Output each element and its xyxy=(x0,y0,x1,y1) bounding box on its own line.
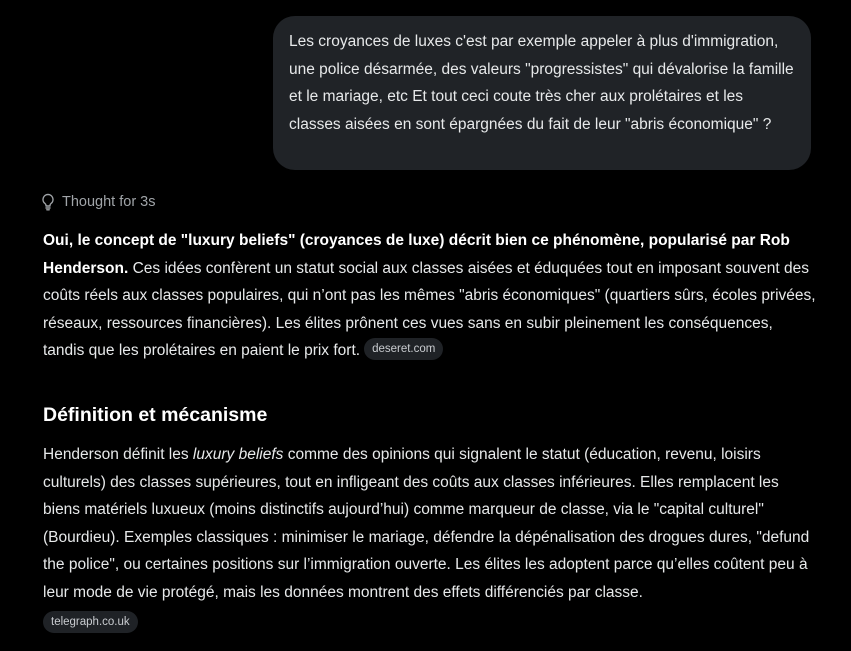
intro-paragraph xyxy=(43,227,818,365)
intro-bold-text: Oui, le concept de "luxury beliefs" (croyances de luxe) décrit bien ce phénomène, popularisé par Rob Henderson. xyxy=(43,232,790,277)
thought-label: Thought for 3s xyxy=(62,194,156,210)
lightbulb-icon xyxy=(40,193,56,211)
source-chip-deseret[interactable]: deseret.com xyxy=(364,338,443,360)
definition-italic-term: luxury beliefs xyxy=(192,445,284,463)
section-heading: Définition et mécanisme xyxy=(43,403,268,426)
assistant-answer xyxy=(43,227,818,638)
definition-text-rest: comme des opinions qui signalent le statut (éducation, revenu, loisirs culturels) des classes supérieures, tout en infligeant des coûts aux classes inférieures. Elles remplacent les biens matériels luxueux (moins distinctifs aujourd’hui) comme marqueur de classe, via le "capital culturel" (Bourdieu). Exemples classiques : minimiser le mariage, défendre la dépénalisation des drogues dures, "defund the police", ou certaines positions sur l’immigration ouverte. Les élites les adoptent parce qu’elles coûtent peu à leur mode de vie protégé, mais les données montrent des effets différenciés par classe. xyxy=(43,445,810,601)
source-chip-row xyxy=(43,611,818,639)
intro-text: Ces idées confèrent un statut social aux classes aisées et éduquées tout en imposant souvent des coûts réels aux classes populaires, qui n’ont pas les mêmes "abris économiques" (quartiers sûrs, écoles privées, réseaux, ressources financières). Les élites prônent ces vues sans en subir pleinement les conséquences, tandis que les prolétaires en paient le prix fort. xyxy=(43,259,816,360)
definition-text-start: Henderson définit les xyxy=(43,445,193,463)
user-message-text: Les croyances de luxes c'est par exemple appeler à plus d'immigration, une police désarmée, des valeurs "progressistes" qui dévalorise la famille et le mariage, etc Et tout ceci coute très cher aux prolétaires et les classes aisées en sont épargnées du fait de leur "abris économique" ? xyxy=(289,33,794,133)
thought-indicator[interactable] xyxy=(40,193,156,211)
source-chip-telegraph[interactable]: telegraph.co.uk xyxy=(43,611,138,633)
definition-paragraph xyxy=(43,441,818,607)
user-message-bubble xyxy=(273,16,811,170)
